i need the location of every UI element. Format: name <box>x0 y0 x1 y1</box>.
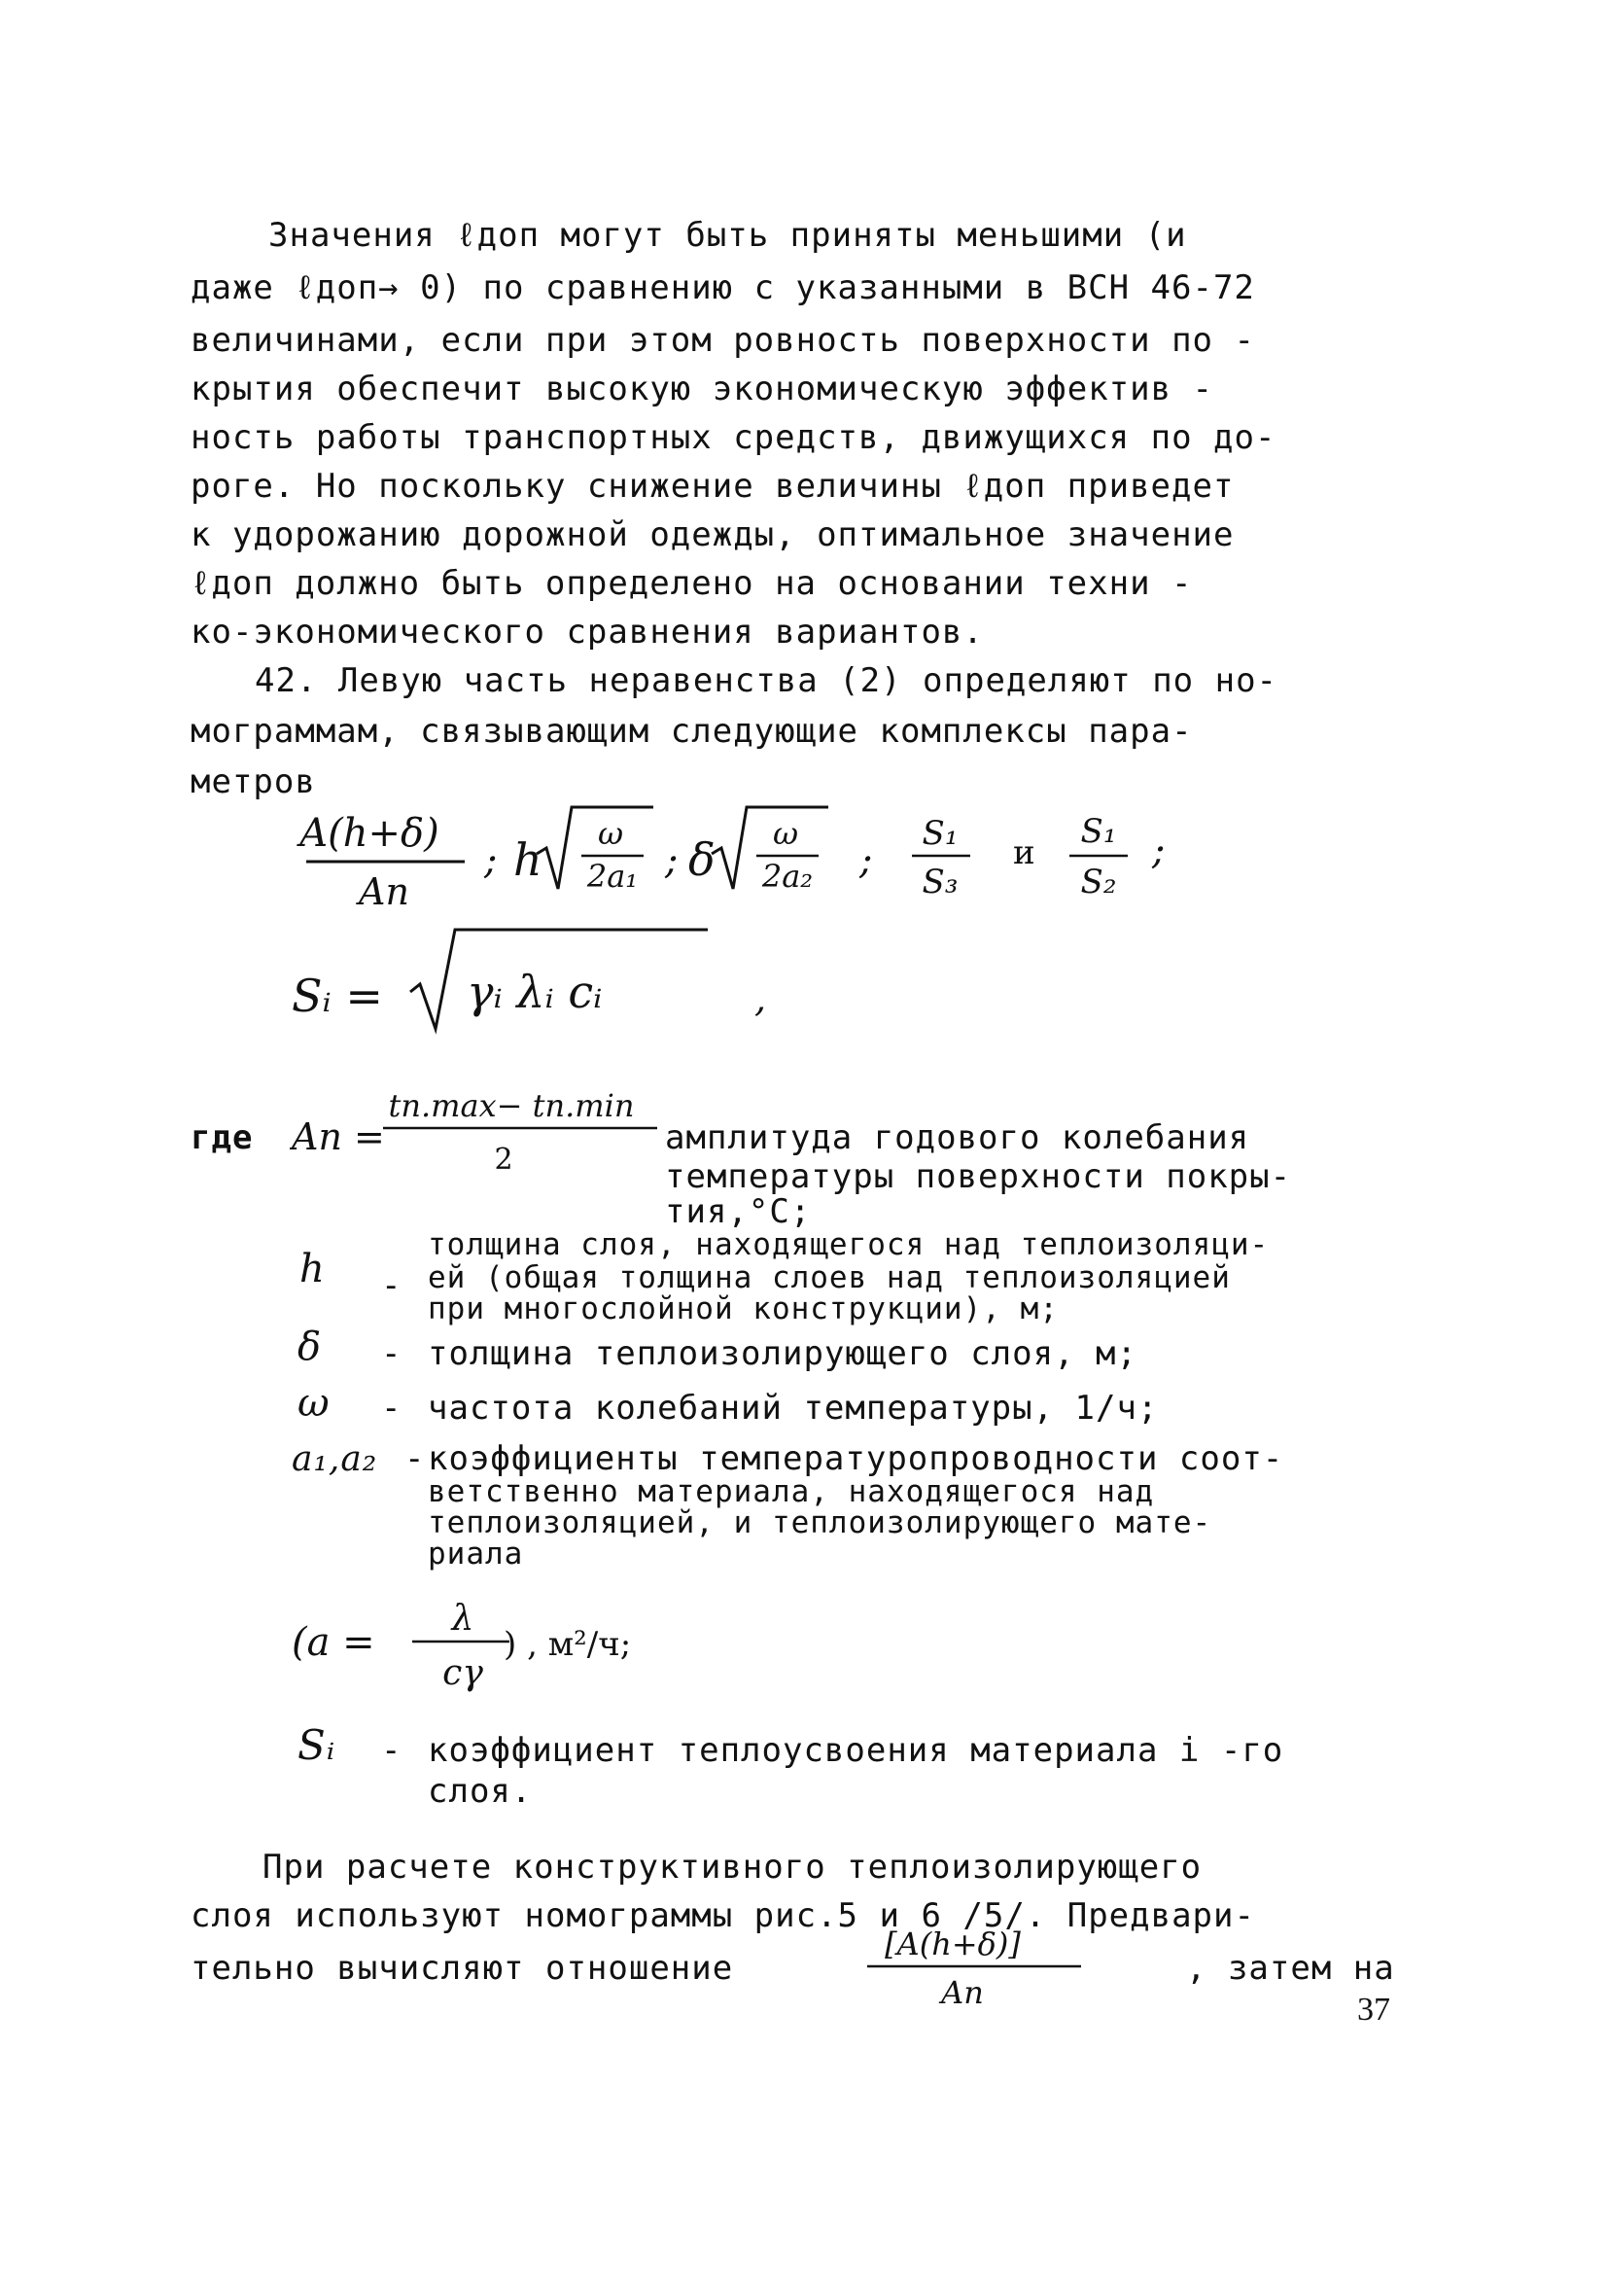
p3-line-3-post: , затем на <box>1186 1949 1395 1988</box>
def-h-line-2: ей (общая толщина слоев над теплоизоляцией <box>428 1260 1231 1295</box>
def-a-dash: - <box>404 1439 426 1478</box>
an-den: 2 <box>494 1143 513 1177</box>
an-desc-2: температуры поверхности покры- <box>665 1157 1292 1196</box>
def-a-line-2: ветственно материала, находящегося над <box>428 1474 1155 1509</box>
an-lhs: Aп = <box>292 1115 385 1158</box>
f1-t1-num: A(h+δ) <box>299 811 439 856</box>
f2-lhs: Sᵢ = <box>292 970 383 1022</box>
p3-line-3-pre: тельно вычисляют отношение <box>191 1949 734 1988</box>
formula-si <box>282 914 826 1041</box>
an-desc-1: амплитуда годового колебания <box>665 1118 1250 1157</box>
p1-line-4: крытия обеспечит высокую экономическую эффектив - <box>191 370 1214 408</box>
def-delta-dash: - <box>381 1334 402 1373</box>
p2-line-3: метров <box>191 762 316 801</box>
p2-line-1: 42. Левую часть неравенства (2) определяют по но- <box>255 661 1278 700</box>
p2-line-2: мограммам, связывающим следующие комплексы пара- <box>191 712 1193 751</box>
f1-sep4: ; <box>1152 829 1166 873</box>
p1-line-7: к удорожанию дорожной одежды, оптимальное значение <box>191 515 1235 554</box>
ratio-den: Aп <box>941 1974 984 2011</box>
f1-t5-den: S₂ <box>1080 863 1117 901</box>
p1-line-6: роге. Но поскольку снижение величины ℓдоп приведет <box>191 467 1235 506</box>
fa-lhs: (a = <box>292 1620 375 1665</box>
def-a-line-4: риала <box>428 1537 524 1572</box>
f1-sep2: ; <box>665 838 679 883</box>
f1-t4-den: S₃ <box>922 863 959 901</box>
def-a-line-1: коэффициенты температуропроводности соот- <box>428 1439 1284 1478</box>
def-omega-dash: - <box>381 1389 402 1428</box>
def-h-line-1: толщина слоя, находящегося над теплоизоляци- <box>428 1227 1270 1262</box>
f1-t2-num: ω <box>597 815 624 852</box>
an-num: tп.max− tп.min <box>388 1087 635 1124</box>
f1-t3-num: ω <box>772 815 799 852</box>
fa-num: λ <box>451 1599 474 1639</box>
f1-t4-num: S₁ <box>922 814 959 853</box>
def-h-symbol: h <box>299 1247 326 1291</box>
p1-line-1: Значения ℓдоп могут быть приняты меньшими (и <box>268 216 1187 255</box>
def-si-line-2: слоя. <box>428 1772 533 1811</box>
def-h-line-3: при многослойной конструкции), м; <box>428 1291 1059 1326</box>
p3-line-2: слоя используют номограммы рис.5 и 6 /5/. Предвари- <box>191 1896 1255 1935</box>
f1-t2-den: 2a₁ <box>586 858 639 895</box>
def-omega-symbol: ω <box>297 1381 331 1426</box>
ratio-num: [A(h+δ)] <box>885 1925 1021 1962</box>
f1-sep3: ; <box>859 838 873 883</box>
f1-t2-pre: h <box>513 833 542 886</box>
def-omega-line-1: частота колебаний температуры, 1/ч; <box>428 1389 1159 1428</box>
p1-line-8: ℓдоп должно быть определено на основании техни - <box>191 564 1193 603</box>
p1-line-2: даже ℓдоп→ 0) по сравнению с указанными в ВСН 46-72 <box>191 268 1255 307</box>
f1-t1-den: Aп <box>359 870 409 913</box>
def-delta-line-1: толщина теплоизолирующего слоя, м; <box>428 1334 1137 1373</box>
fa-den: cγ <box>442 1653 483 1693</box>
def-delta-symbol: δ <box>297 1325 323 1369</box>
where-word: где <box>191 1118 254 1157</box>
f2-radicand: γᵢ λᵢ cᵢ <box>467 966 603 1018</box>
f1-conj: и <box>1013 833 1035 872</box>
formula-a <box>288 1587 716 1704</box>
def-a-symbol: a₁,a₂ <box>292 1439 378 1479</box>
def-si-line-1: коэффициент теплоусвоения материала i -го <box>428 1731 1284 1770</box>
def-h-dash: - <box>381 1266 402 1305</box>
p1-line-5: ность работы транспортных средств, движущихся по до- <box>191 418 1276 457</box>
formula-an <box>290 1079 669 1186</box>
p1-line-3: величинами, если при этом ровность поверхности по - <box>191 321 1255 360</box>
f1-sep1: ; <box>484 838 498 883</box>
f1-t3-den: 2a₂ <box>761 858 814 895</box>
p3-line-1: При расчете конструктивного теплоизолирующего <box>262 1848 1203 1887</box>
f1-t3-pre: δ <box>688 833 716 886</box>
fa-rhs: ) , м²/ч; <box>504 1625 632 1664</box>
an-desc-3: тия,°С; <box>665 1192 812 1231</box>
formula-parameter-complexes <box>292 786 1206 932</box>
def-si-dash: - <box>381 1731 402 1770</box>
f2-trail: , <box>754 977 767 1020</box>
def-si-symbol: Sᵢ <box>297 1721 336 1769</box>
def-a-line-3: теплоизоляцией, и теплоизолирующего мате- <box>428 1505 1212 1540</box>
f1-t5-num: S₁ <box>1080 812 1117 851</box>
formula-ratio <box>856 1920 1099 2017</box>
page-number: 37 <box>1357 1992 1390 2028</box>
p1-line-9: ко-экономического сравнения вариантов. <box>191 613 984 652</box>
